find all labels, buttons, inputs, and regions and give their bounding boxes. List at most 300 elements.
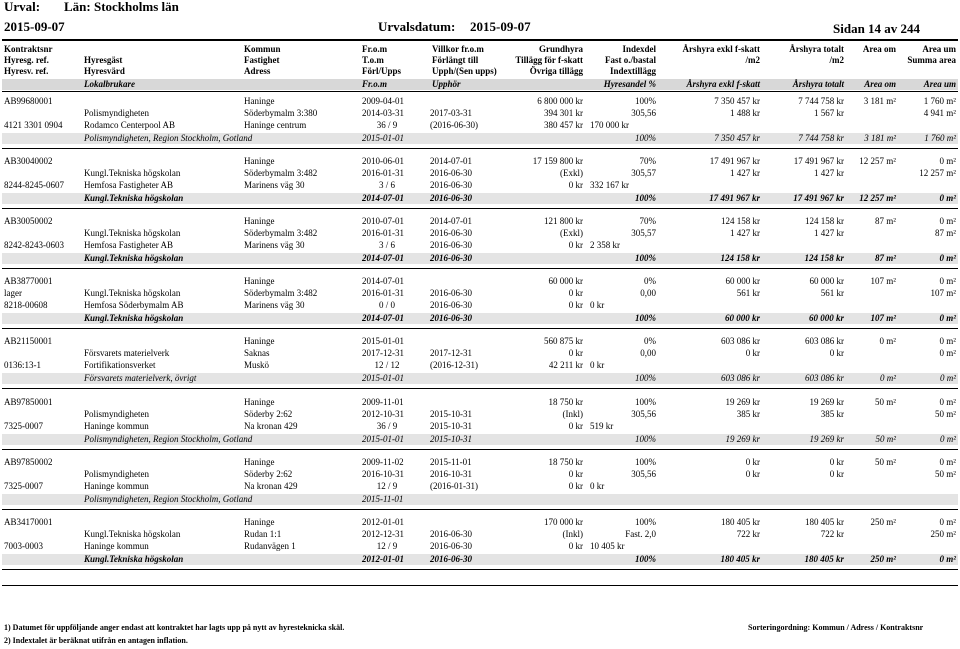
contract-cell: 385 kr: [736, 409, 760, 419]
urval-value: Län: Stockholms län: [64, 0, 179, 14]
contract-cell: 2009-11-01: [362, 397, 404, 407]
urvalsdatum-value: 2015-09-07: [470, 19, 531, 34]
col-arshyra-totalt: Årshyra totalt: [789, 44, 844, 54]
contract-cell: 50 m²: [935, 469, 956, 479]
contract-cell: Söderbymalm 3:380: [244, 108, 318, 118]
urval-label: Urval:: [4, 0, 41, 14]
summary-cell: Polismyndigheten, Region Stockholm, Gotland: [84, 494, 253, 504]
contract-cell: 0 kr: [590, 300, 605, 310]
col-from: Fr.o.m: [362, 44, 388, 54]
contract-cell: 1 567 kr: [814, 108, 844, 118]
col-m2-exkl: /m2: [745, 55, 760, 65]
contract-cell: 0136:13-1: [4, 360, 41, 370]
contract-cell: Hemfosa Fastigheter AB: [84, 180, 173, 190]
col-upph: Upph/(Sen upps): [432, 66, 497, 76]
contract-cell: 2016-06-30: [430, 529, 472, 539]
summary-cell: 100%: [635, 373, 656, 383]
contract-cell: 0 kr: [829, 469, 844, 479]
contract-cell: Haninge: [244, 457, 275, 467]
contract-cell: 12 257 m²: [859, 156, 896, 166]
contract-cell: Haninge kommun: [84, 541, 149, 551]
summary-cell: 0 m²: [939, 313, 956, 323]
report-date: 2015-09-07: [4, 19, 65, 34]
summary-cell: 2015-01-01: [362, 133, 404, 143]
contract-cell: 100%: [635, 457, 656, 467]
contract-cell: 2016-06-30: [430, 168, 472, 178]
contract-cell: Kungl.Tekniska högskolan: [84, 288, 181, 298]
contract-cell: 2016-06-30: [430, 300, 472, 310]
summary-cell: 12 257 m²: [859, 193, 896, 203]
contract-cell: Haninge kommun: [84, 421, 149, 431]
contract-cell: 332 167 kr: [590, 180, 629, 190]
contract-cell: 2017-03-31: [430, 108, 472, 118]
contract-cell: 17 491 967 kr: [709, 156, 760, 166]
contract-cell: 2017-12-31: [362, 348, 404, 358]
contract-cell: 2012-12-31: [362, 529, 404, 539]
contract-cell: Polismyndigheten: [84, 409, 149, 419]
contract-cell: Marinens väg 30: [244, 300, 305, 310]
summary-cell: 2016-06-30: [430, 193, 472, 203]
contract-cell: 250 m²: [930, 529, 956, 539]
contract-cell: AB97850001: [4, 397, 53, 407]
summary-cell: Kungl.Tekniska högskolan: [84, 554, 184, 564]
summary-cell: 100%: [635, 554, 656, 564]
contract-cell: 0,00: [640, 288, 656, 298]
summary-cell: 2015-11-01: [362, 494, 404, 504]
contract-cell: Polismyndigheten: [84, 469, 149, 479]
contract-cell: 0 m²: [939, 517, 956, 527]
contract-cell: 180 405 kr: [721, 517, 760, 527]
contract-cell: 0 kr: [590, 481, 605, 491]
contract-cell: (Inkl): [562, 529, 583, 539]
bar-lokalbrukare: Lokalbrukare: [84, 79, 136, 89]
col-m2-totalt: /m2: [829, 55, 844, 65]
col-adress: Adress: [244, 66, 271, 76]
contract-cell: 561 kr: [820, 288, 844, 298]
contract-cell: Muskö: [244, 360, 270, 370]
contract-cell: 100%: [635, 96, 656, 106]
contract-cell: 0,00: [640, 348, 656, 358]
col-kommun: Kommun: [244, 44, 281, 54]
contract-cell: 12 / 9: [376, 481, 398, 491]
contract-cell: 0 kr: [745, 469, 760, 479]
contract-cell: 19 269 kr: [725, 397, 760, 407]
contract-cell: 0 kr: [568, 300, 583, 310]
block-divider: [2, 449, 958, 450]
contract-cell: 0 kr: [568, 421, 583, 431]
contract-cell: AB30040002: [4, 156, 53, 166]
contract-cell: 170 000 kr: [544, 517, 583, 527]
contract-cell: 2017-12-31: [430, 348, 472, 358]
contract-cell: 17 491 967 kr: [793, 156, 844, 166]
contract-cell: 305,57: [631, 228, 656, 238]
contract-cell: 2014-07-01: [362, 276, 404, 286]
contract-cell: 561 kr: [736, 288, 760, 298]
contract-cell: 560 875 kr: [544, 336, 583, 346]
summary-cell: 0 m²: [940, 434, 956, 444]
contract-cell: 70%: [639, 156, 656, 166]
summary-cell: 100%: [635, 313, 656, 323]
col-indexdel: Indexdel: [622, 44, 656, 54]
contract-cell: AB97850002: [4, 457, 53, 467]
summary-cell: 2014-07-01: [362, 313, 404, 323]
contract-cell: 0 m²: [939, 216, 956, 226]
contract-cell: 722 kr: [820, 529, 844, 539]
page-indicator: Sidan 14 av 244: [833, 21, 921, 36]
bar-area-um: Area um: [923, 79, 956, 89]
contract-cell: 2014-07-01: [430, 216, 472, 226]
contract-cell: 305,56: [631, 108, 656, 118]
contract-cell: 519 kr: [590, 421, 614, 431]
contract-cell: 4121 3301 0904: [4, 120, 63, 130]
contract-cell: 7325-0007: [4, 421, 43, 431]
summary-cell: 124 158 kr: [804, 253, 844, 263]
contract-cell: 18 750 kr: [548, 397, 583, 407]
contract-cell: 0 kr: [568, 348, 583, 358]
block-divider: [2, 268, 958, 269]
contract-cell: 50 m²: [875, 457, 896, 467]
contract-cell: 124 158 kr: [805, 216, 844, 226]
contract-cell: 1 760 m²: [923, 96, 956, 106]
summary-cell: 100%: [635, 193, 656, 203]
contract-cell: 36 / 9: [376, 421, 398, 431]
col-bastal: Fast o./bastal: [604, 55, 656, 65]
summary-cell: Försvarets materielverk, övrigt: [84, 373, 197, 383]
contract-cell: Na kronan 429: [244, 481, 298, 491]
block-divider: [2, 509, 958, 510]
summary-cell: 250 m²: [870, 554, 896, 564]
contract-cell: 1 488 kr: [730, 108, 760, 118]
contract-cell: 124 158 kr: [721, 216, 760, 226]
contract-cell: 0 m²: [939, 457, 956, 467]
contract-cell: 19 269 kr: [809, 397, 844, 407]
contract-cell: (Exkl): [560, 228, 583, 238]
col-hyresg-ref: Hyresg. ref.: [4, 55, 49, 65]
summary-cell: 603 086 kr: [805, 373, 844, 383]
bar-hyresandel: Hyresandel %: [603, 79, 656, 89]
contract-cell: 305,57: [631, 168, 656, 178]
contract-cell: 12 257 m²: [919, 168, 956, 178]
contract-cell: 1 427 kr: [814, 228, 844, 238]
summary-cell: 2016-06-30: [430, 253, 472, 263]
contract-cell: 2 358 kr: [590, 240, 620, 250]
contract-cell: AB99680001: [4, 96, 53, 106]
contract-cell: Haninge: [244, 96, 275, 106]
contract-cell: 7003-0003: [4, 541, 43, 551]
summary-cell: 60 000 kr: [808, 313, 844, 323]
summary-cell: 180 405 kr: [804, 554, 844, 564]
summary-cell: 2016-06-30: [430, 554, 472, 564]
contract-cell: Kungl.Tekniska högskolan: [84, 228, 181, 238]
contract-cell: Söderbymalm 3:482: [244, 288, 318, 298]
contract-cell: 8244-8245-0607: [4, 180, 64, 190]
contract-cell: 0 kr: [590, 360, 605, 370]
contract-cell: 2016-01-31: [362, 288, 404, 298]
summary-cell: 0 m²: [939, 193, 956, 203]
contract-cell: 2009-11-02: [362, 457, 404, 467]
contract-cell: 305,56: [631, 409, 656, 419]
contract-cell: 107 m²: [930, 288, 956, 298]
summary-cell: Kungl.Tekniska högskolan: [84, 253, 184, 263]
contract-cell: 50 m²: [875, 397, 896, 407]
contract-cell: 2016-01-31: [362, 228, 404, 238]
contract-cell: 2016-06-30: [430, 288, 472, 298]
summary-cell: 2016-06-30: [430, 313, 472, 323]
contract-cell: Haninge: [244, 276, 275, 286]
contract-cell: 2014-03-31: [362, 108, 404, 118]
col-hyresv-ref: Hyresv. ref.: [4, 66, 49, 76]
contract-cell: 2012-10-31: [362, 409, 404, 419]
contract-cell: Haninge: [244, 216, 275, 226]
contract-cell: 0 m²: [939, 276, 956, 286]
contract-cell: 2016-06-30: [430, 228, 472, 238]
col-villkor: Villkor fr.o.m: [432, 44, 484, 54]
col-summa-area: Summa area: [907, 55, 956, 65]
contract-cell: 0 kr: [568, 481, 583, 491]
contract-cell: 2015-10-31: [430, 409, 472, 419]
contract-cell: 2015-11-01: [430, 457, 472, 467]
contract-cell: 42 211 kr: [548, 360, 583, 370]
col-ovriga: Övriga tillägg: [529, 66, 583, 76]
contract-cell: 0 kr: [568, 180, 583, 190]
contract-cell: Hemfosa Söderbymalm AB: [84, 300, 184, 310]
block-divider: [2, 569, 958, 570]
contract-cell: 2010-06-01: [362, 156, 404, 166]
col-area-om: Area om: [862, 44, 896, 54]
contract-cell: 2012-01-01: [362, 517, 404, 527]
col-arshyra-exkl: Årshyra exkl f-skatt: [682, 44, 760, 54]
summary-cell: 100%: [635, 133, 656, 143]
contract-cell: 0 m²: [939, 336, 956, 346]
contract-cell: 4 941 m²: [923, 108, 956, 118]
contract-cell: 12 / 12: [374, 360, 400, 370]
summary-cell: Kungl.Tekniska högskolan: [84, 193, 184, 203]
contract-cell: 7 350 457 kr: [714, 96, 760, 106]
contract-cell: 70%: [639, 216, 656, 226]
summary-cell: 107 m²: [870, 313, 896, 323]
contract-cell: 603 086 kr: [721, 336, 760, 346]
summary-cell: 17 491 967 kr: [709, 193, 760, 203]
contract-cell: 0 kr: [568, 288, 583, 298]
summary-cell: 1 760 m²: [924, 133, 956, 143]
contract-cell: 0 kr: [829, 457, 844, 467]
contract-cell: Haninge: [244, 397, 275, 407]
contract-cell: 8218-00608: [4, 300, 48, 310]
contract-cell: 3 / 6: [378, 180, 395, 190]
contract-cell: Haninge: [244, 156, 275, 166]
contract-cell: 0 / 0: [378, 300, 395, 310]
summary-cell: 0 m²: [940, 373, 956, 383]
summary-cell: 2012-01-01: [362, 554, 404, 564]
contract-cell: 180 405 kr: [805, 517, 844, 527]
summary-cell: 180 405 kr: [720, 554, 760, 564]
contract-cell: 2016-10-31: [362, 469, 404, 479]
summary-cell: 87 m²: [875, 253, 896, 263]
summary-cell: 2014-07-01: [362, 253, 404, 263]
contract-cell: Rudanvägen 1: [244, 541, 296, 551]
contract-cell: 2009-04-01: [362, 96, 404, 106]
summary-cell: 2014-07-01: [362, 193, 404, 203]
contract-cell: 2014-07-01: [430, 156, 472, 166]
contract-cell: Rodamco Centerpool AB: [84, 120, 175, 130]
contract-cell: Kungl.Tekniska högskolan: [84, 529, 181, 539]
summary-cell: 7 350 457 kr: [714, 133, 760, 143]
contract-cell: 394 301 kr: [544, 108, 583, 118]
contract-cell: Polismyndigheten: [84, 108, 149, 118]
header-divider: [2, 39, 958, 41]
bar-upphor: Upphör: [432, 79, 461, 89]
bar-area-om: Area om: [864, 79, 896, 89]
footnote-1: 1) Datumet för uppföljande anger endast att kontraktet har lagts upp på nytt av hyresteknicka skäl.: [4, 623, 345, 632]
block-divider: [2, 208, 958, 209]
contract-cell: 0 m²: [939, 156, 956, 166]
contract-cell: 121 800 kr: [544, 216, 583, 226]
contract-cell: 36 / 9: [376, 120, 398, 130]
contract-cell: 60 000 kr: [548, 276, 583, 286]
col-grundhyra: Grundhyra: [538, 44, 583, 54]
contract-cell: Fortifikationsverket: [84, 360, 156, 370]
col-indextillagg: Indextillägg: [609, 66, 656, 76]
contract-cell: 107 m²: [870, 276, 896, 286]
col-forl-upps: Förl/Upps: [362, 66, 402, 76]
contract-cell: 0 m²: [879, 336, 896, 346]
contract-cell: Kungl.Tekniska högskolan: [84, 168, 181, 178]
bar-from: Fr.o.m: [362, 79, 388, 89]
summary-cell: 100%: [635, 253, 656, 263]
contract-cell: Haninge: [244, 517, 275, 527]
contract-cell: 722 kr: [736, 529, 760, 539]
contract-cell: 7 744 758 kr: [798, 96, 844, 106]
summary-cell: 50 m²: [875, 434, 896, 444]
contract-cell: 250 m²: [870, 517, 896, 527]
contract-cell: 87 m²: [935, 228, 956, 238]
contract-cell: AB30050002: [4, 216, 53, 226]
contract-cell: 0 kr: [568, 469, 583, 479]
footnote-2: 2) Indextalet är beräknat utifrån en antagen inflation.: [4, 636, 188, 645]
summary-cell: 3 181 m²: [864, 133, 896, 143]
contract-cell: 3 181 m²: [863, 96, 896, 106]
contract-cell: Hemfosa Fastigheter AB: [84, 240, 173, 250]
contract-cell: 17 159 800 kr: [532, 156, 583, 166]
contract-cell: 50 m²: [935, 409, 956, 419]
col-tom: T.o.m: [362, 55, 384, 65]
contract-cell: 0%: [644, 336, 656, 346]
contract-cell: (Inkl): [562, 409, 583, 419]
contract-cell: 305,56: [631, 469, 656, 479]
bar-arshyra-totalt: Årshyra totalt: [792, 79, 844, 89]
contract-cell: Haninge: [244, 336, 275, 346]
summary-cell: 7 744 758 kr: [798, 133, 844, 143]
summary-cell: Polismyndigheten, Region Stockholm, Gotland: [84, 133, 253, 143]
contract-cell: 0 m²: [939, 348, 956, 358]
contract-cell: (2016-01-31): [430, 481, 478, 491]
summary-cell: 0 m²: [939, 253, 956, 263]
summary-cell: Polismyndigheten, Region Stockholm, Gotland: [84, 434, 253, 444]
contract-cell: Haninge kommun: [84, 481, 149, 491]
contract-cell: 100%: [635, 397, 656, 407]
contract-cell: Marinens väg 30: [244, 180, 305, 190]
block-divider: [2, 388, 958, 389]
contract-cell: 2016-01-31: [362, 168, 404, 178]
contract-cell: 8242-8243-0603: [4, 240, 64, 250]
contract-cell: 18 750 kr: [548, 457, 583, 467]
urvalsdatum-label: Urvalsdatum:: [378, 19, 456, 34]
summary-cell: Kungl.Tekniska högskolan: [84, 313, 184, 323]
col-fastighet: Fastighet: [244, 55, 280, 65]
summary-cell: 17 491 967 kr: [793, 193, 844, 203]
block-divider: [2, 328, 958, 329]
contract-cell: 0 kr: [568, 240, 583, 250]
col-forlangt: Förlängt till: [432, 55, 479, 65]
summary-cell: 2015-10-31: [430, 434, 472, 444]
contract-cell: 385 kr: [820, 409, 844, 419]
sort-order: Sorteringordning: Kommun / Adress / Kontraktsnr: [748, 623, 924, 632]
contract-cell: AB21150001: [4, 336, 53, 346]
contract-cell: 87 m²: [875, 216, 896, 226]
summary-cell: 60 000 kr: [724, 313, 760, 323]
contract-cell: Haninge centrum: [244, 120, 307, 130]
contract-cell: Söderby 2:62: [244, 409, 293, 419]
contract-cell: 2015-01-01: [362, 336, 404, 346]
contract-cell: (2016-12-31): [430, 360, 478, 370]
contract-cell: 1 427 kr: [814, 168, 844, 178]
block-divider: [2, 148, 958, 149]
contract-cell: Söderbymalm 3:482: [244, 168, 318, 178]
col-tillagg-fskatt: Tillägg för f-skatt: [515, 55, 583, 65]
summary-cell: 19 269 kr: [725, 434, 760, 444]
bar-arshyra-exkl: Årshyra exkl f-skatt: [686, 79, 760, 89]
summary-cell: 0 m²: [880, 373, 896, 383]
contract-cell: 603 086 kr: [805, 336, 844, 346]
contract-cell: Söderby 2:62: [244, 469, 293, 479]
contract-cell: 0%: [644, 276, 656, 286]
contract-cell: 2015-10-31: [430, 421, 472, 431]
contract-cell: 12 / 9: [376, 541, 398, 551]
summary-cell: 124 158 kr: [720, 253, 760, 263]
col-kontraktsnr: Kontraktsnr: [4, 44, 53, 54]
contract-cell: 0 m²: [939, 397, 956, 407]
contract-cell: 60 000 kr: [809, 276, 844, 286]
contract-cell: 2016-06-30: [430, 180, 472, 190]
contract-cell: 3 / 6: [378, 240, 395, 250]
contract-cell: 0 kr: [745, 457, 760, 467]
summary-cell: 100%: [635, 434, 656, 444]
contract-cell: 170 000 kr: [590, 120, 629, 130]
col-hyresgast: Hyresgäst: [84, 55, 123, 65]
summary-cell: 19 269 kr: [809, 434, 844, 444]
summary-cell: 603 086 kr: [721, 373, 760, 383]
contract-cell: Marinens väg 30: [244, 240, 305, 250]
footer-divider: [2, 585, 958, 586]
contract-cell: 1 427 kr: [730, 228, 760, 238]
contract-cell: Saknas: [244, 348, 270, 358]
summary-cell: 2015-01-01: [362, 373, 404, 383]
contract-cell: 0 kr: [745, 348, 760, 358]
contract-cell: 2016-06-30: [430, 240, 472, 250]
contract-cell: (Exkl): [560, 168, 583, 178]
contract-cell: 2010-07-01: [362, 216, 404, 226]
contract-cell: 380 457 kr: [544, 120, 583, 130]
contract-cell: 1 427 kr: [730, 168, 760, 178]
contract-cell: Rudan 1:1: [244, 529, 282, 539]
col-area-um: Area um: [922, 44, 956, 54]
contract-cell: Fast. 2,0: [625, 529, 656, 539]
contract-cell: 60 000 kr: [725, 276, 760, 286]
summary-cell: 0 m²: [939, 554, 956, 564]
contract-cell: (2016-06-30): [430, 120, 478, 130]
col-hyresvard: Hyresvärd: [84, 66, 125, 76]
contract-cell: 10 405 kr: [590, 541, 625, 551]
